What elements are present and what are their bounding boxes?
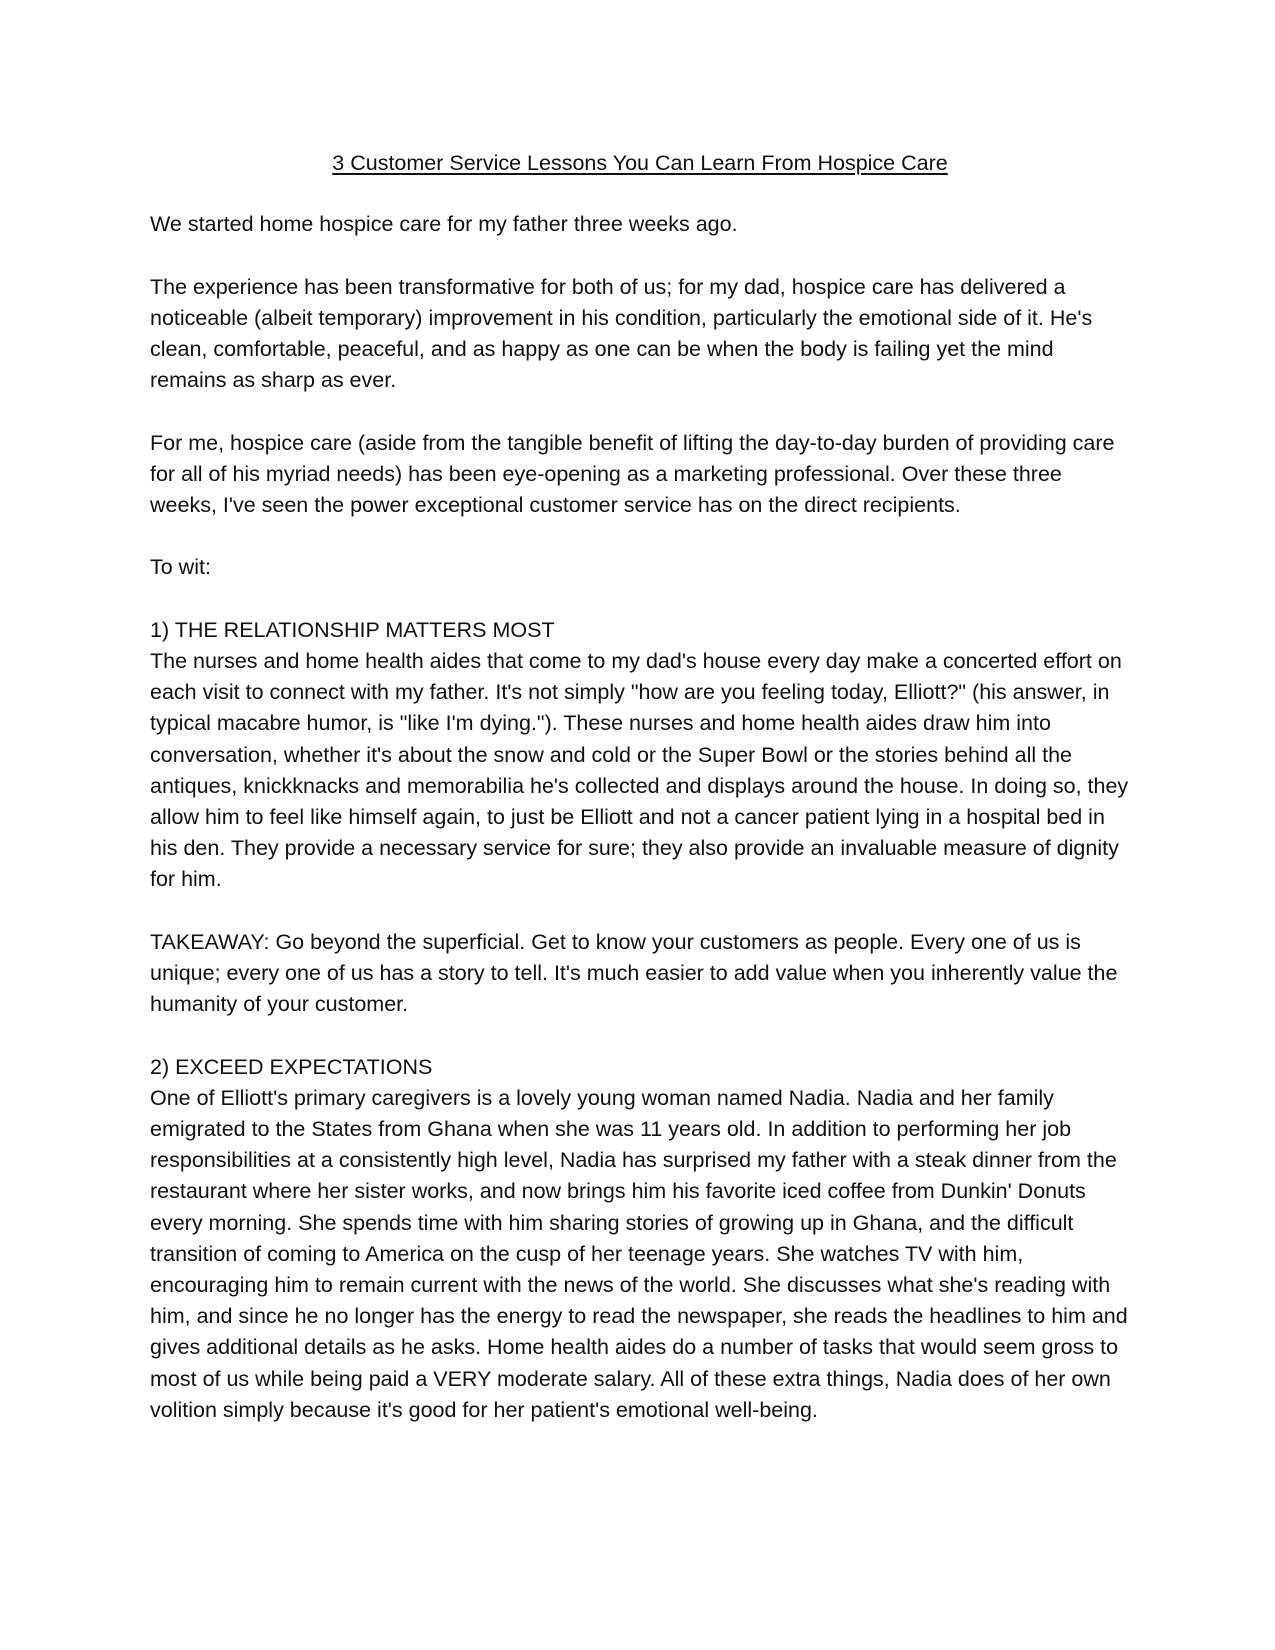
section-2-heading: 2) EXCEED EXPECTATIONS: [150, 1054, 433, 1079]
takeaway-text: Go beyond the superficial. Get to know your customers as people. Every one of us is unique; every one of us has a story to tell. It's much easier to add value when you inherently value the humanity of your customer.: [150, 929, 1118, 1017]
section-1-heading: 1) THE RELATIONSHIP MATTERS MOST: [150, 617, 555, 642]
section-1-takeaway: [150, 927, 1130, 1021]
intro-paragraph-2: The experience has been transformative for both of us; for my dad, hospice care has delivered a noticeable (albeit temporary) improvement in his condition, particularly the emotional side of it. He's clean, comfortable, peaceful, and as happy as one can be when the body is failing yet the mind remains as sharp as ever.: [150, 274, 1093, 393]
intro-paragraph-1: We started home hospice care for my father three weeks ago.: [150, 212, 738, 237]
section-2-body: One of Elliott's primary caregivers is a lovely young woman named Nadia. Nadia and her family emigrated to the States from Ghana when she was 11 years old. In addition to performing her job responsibilities at a consistently high level, Nadia has surprised my father with a steak dinner from the restaurant where her sister works, and now brings him his favorite iced coffee from Dunkin' Donuts every morning. She spends time with him sharing stories of growing up in Ghana, and the difficult transition of coming to America on the cusp of her teenage years. She watches TV with him, encouraging him to remain current with the news of the world. She discusses what she's reading with him, and since he no longer has the energy to read the newspaper, she reads the headlines to him and gives additional details as he asks. Home health aides do a number of tasks that would seem gross to most of us while being paid a VERY moderate salary. All of these extra things, Nadia does of her own volition simply because it's good for her patient's emotional well-being.: [150, 1085, 1128, 1422]
takeaway-label: TAKEAWAY:: [150, 929, 270, 954]
document-content: [150, 148, 1130, 1457]
intro-paragraph-4: To wit:: [150, 555, 211, 580]
intro-paragraph-3: For me, hospice care (aside from the tangible benefit of lifting the day-to-day burden of providing care for all of his myriad needs) has been eye-opening as a marketing professional. Over these three weeks, I've seen the power exceptional customer service has on the direct recipients.: [150, 430, 1115, 517]
section-1: [150, 615, 1130, 896]
section-1-body: The nurses and home health aides that come to my dad's house every day make a concerted effort on each visit to connect with my father. It's not simply "how are you feeling today, Elliott?" (his answer, in typical macabre humor, is "like I'm dying."). These nurses and home health aides draw him into conversation, whether it's about the snow and cold or the Super Bowl or the stories behind all the antiques, knickknacks and memorabilia he's collected and displays around the house. In doing so, they allow him to feel like himself again, to just be Elliott and not a cancer patient lying in a hospital bed in his den. They provide a necessary service for sure; they also provide an invaluable measure of dignity for him.: [150, 648, 1129, 892]
document-title: 3 Customer Service Lessons You Can Learn From Hospice Care: [332, 151, 948, 175]
section-2: [150, 1052, 1130, 1426]
